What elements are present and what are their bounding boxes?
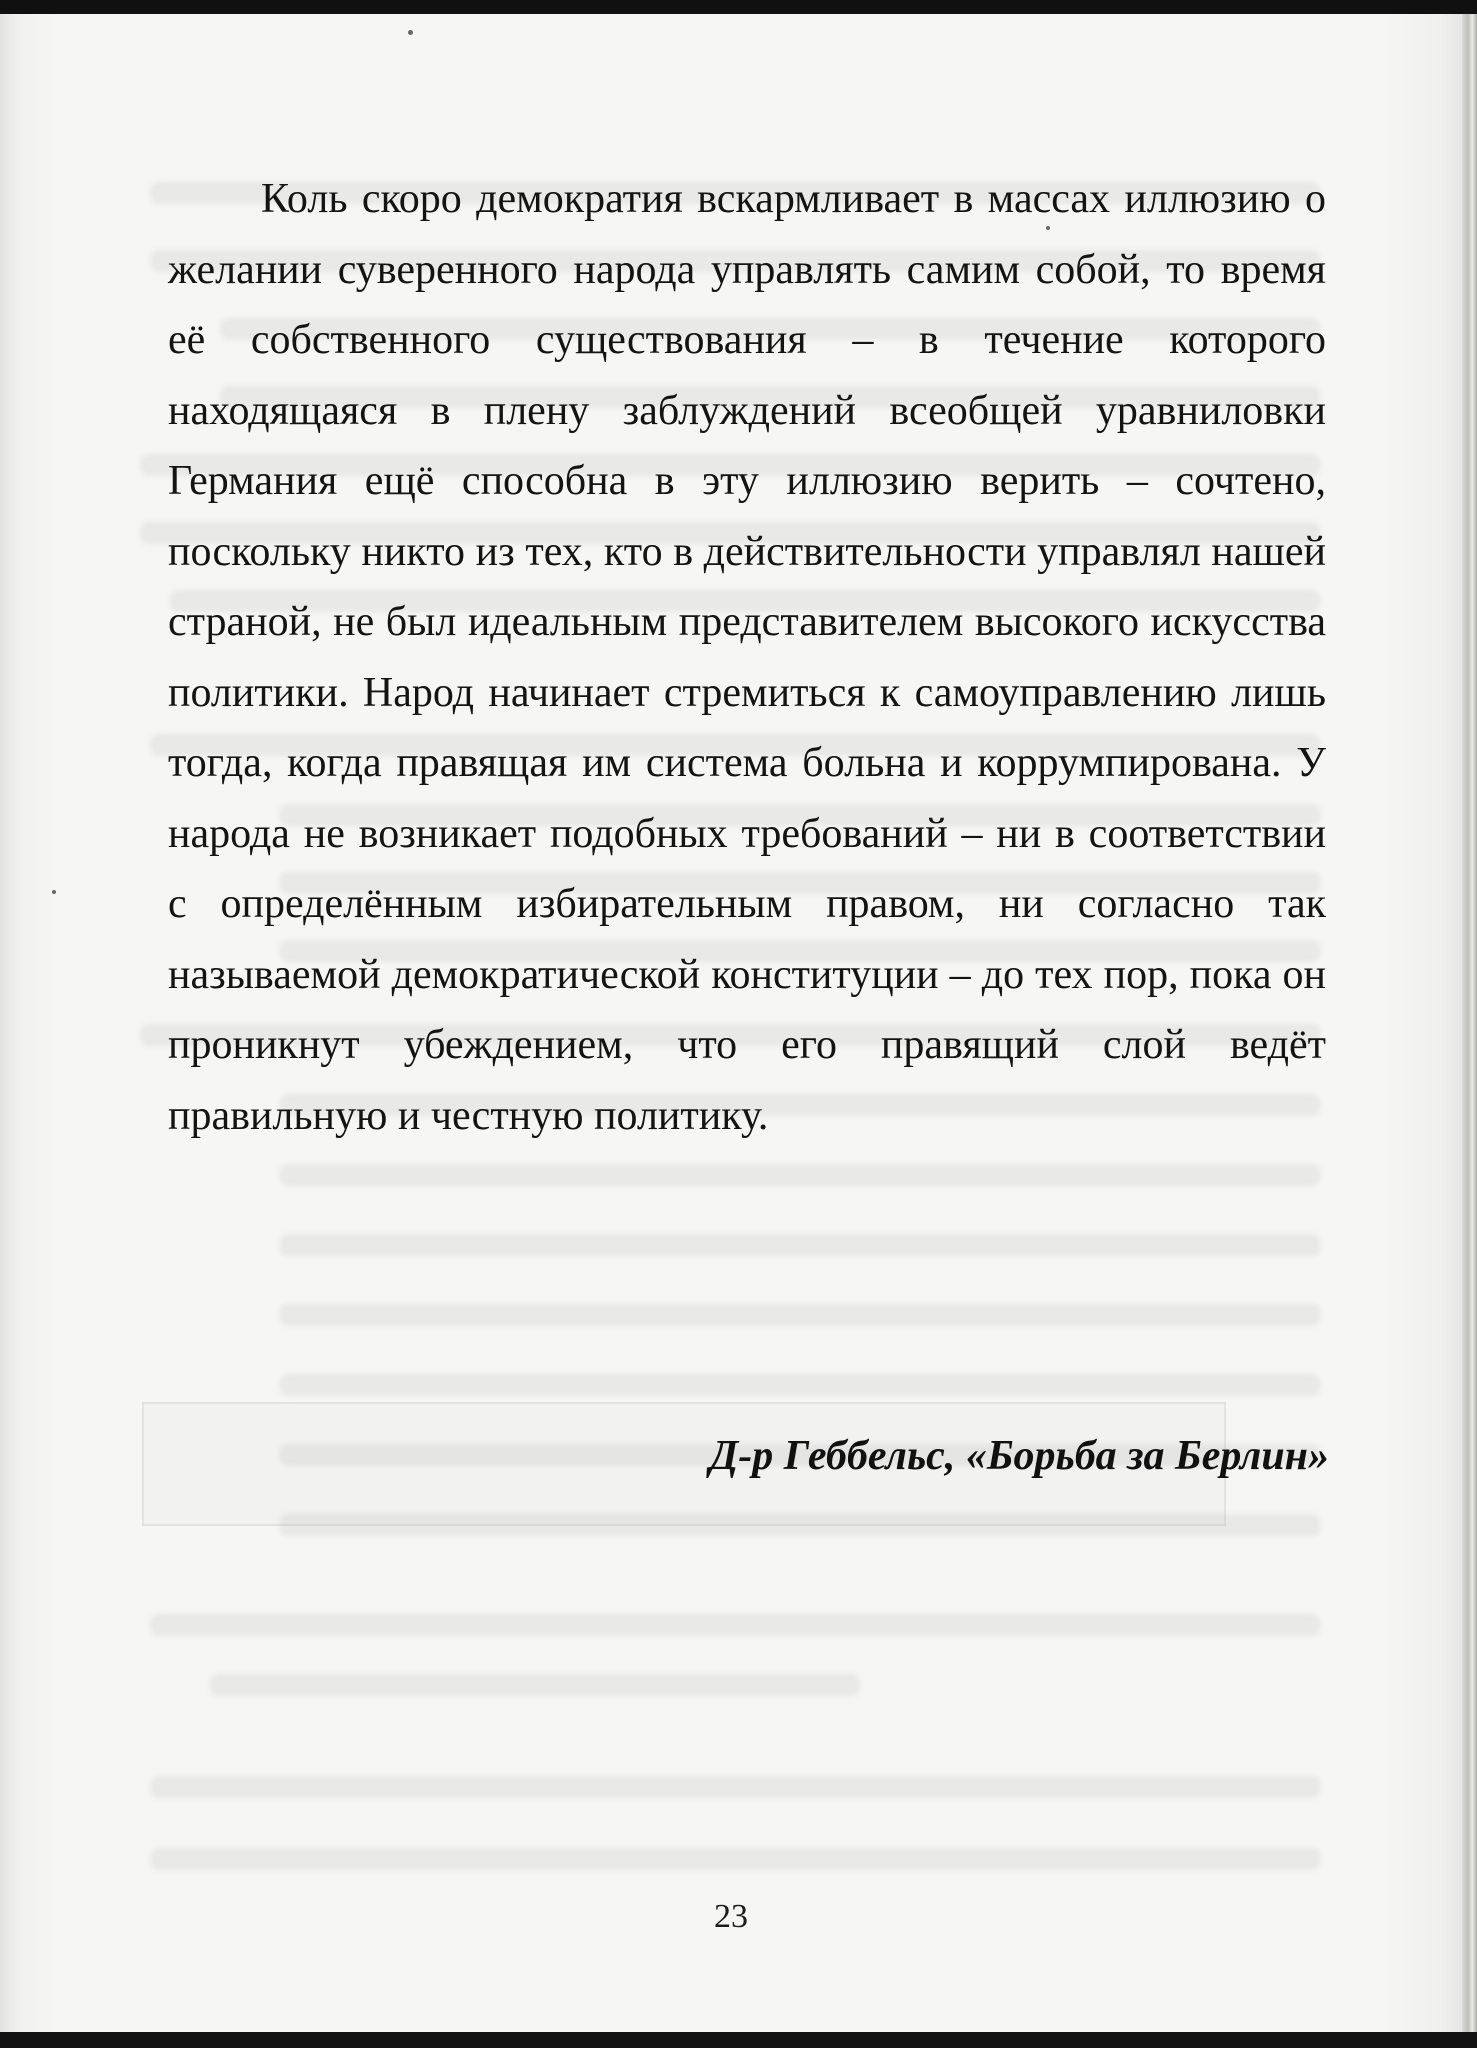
page-number: 23 [714,1898,748,1935]
quote-attribution: Д-р Геббельс, «Борьба за Берлин» [709,1433,1329,1479]
scan-bottom-border [0,2032,1477,2048]
speck [408,30,413,35]
speck [52,890,56,894]
book-page [0,14,1462,2034]
quote-paragraph: Коль скоро демократия вскармливает в массах иллюзию о желании суверенного народа управлять самим собой, то время её собственного существования – в течение которого находящаяся в плену заблуждений всеобщей уравниловки Германия ещё способна в эту иллюзию верить – сочтено, поскольку никто из тех, кто в действительности управлял нашей страной, не был идеальным представителем высокого искусства политики. Народ начинает стремиться к самоуправлению лишь тогда, когда правящая им система больна и коррумпирована. У народа не возникает подобных требований – ни в соответствии с определённым избирательным правом, ни согласно так называемой демократической конституции – до тех пор, пока он проникнут убеждением, что его правящий слой ведёт правильную и честную политику. [168,176,1326,1139]
body-text [168,164,1326,1151]
page-edge [1462,14,1477,2034]
